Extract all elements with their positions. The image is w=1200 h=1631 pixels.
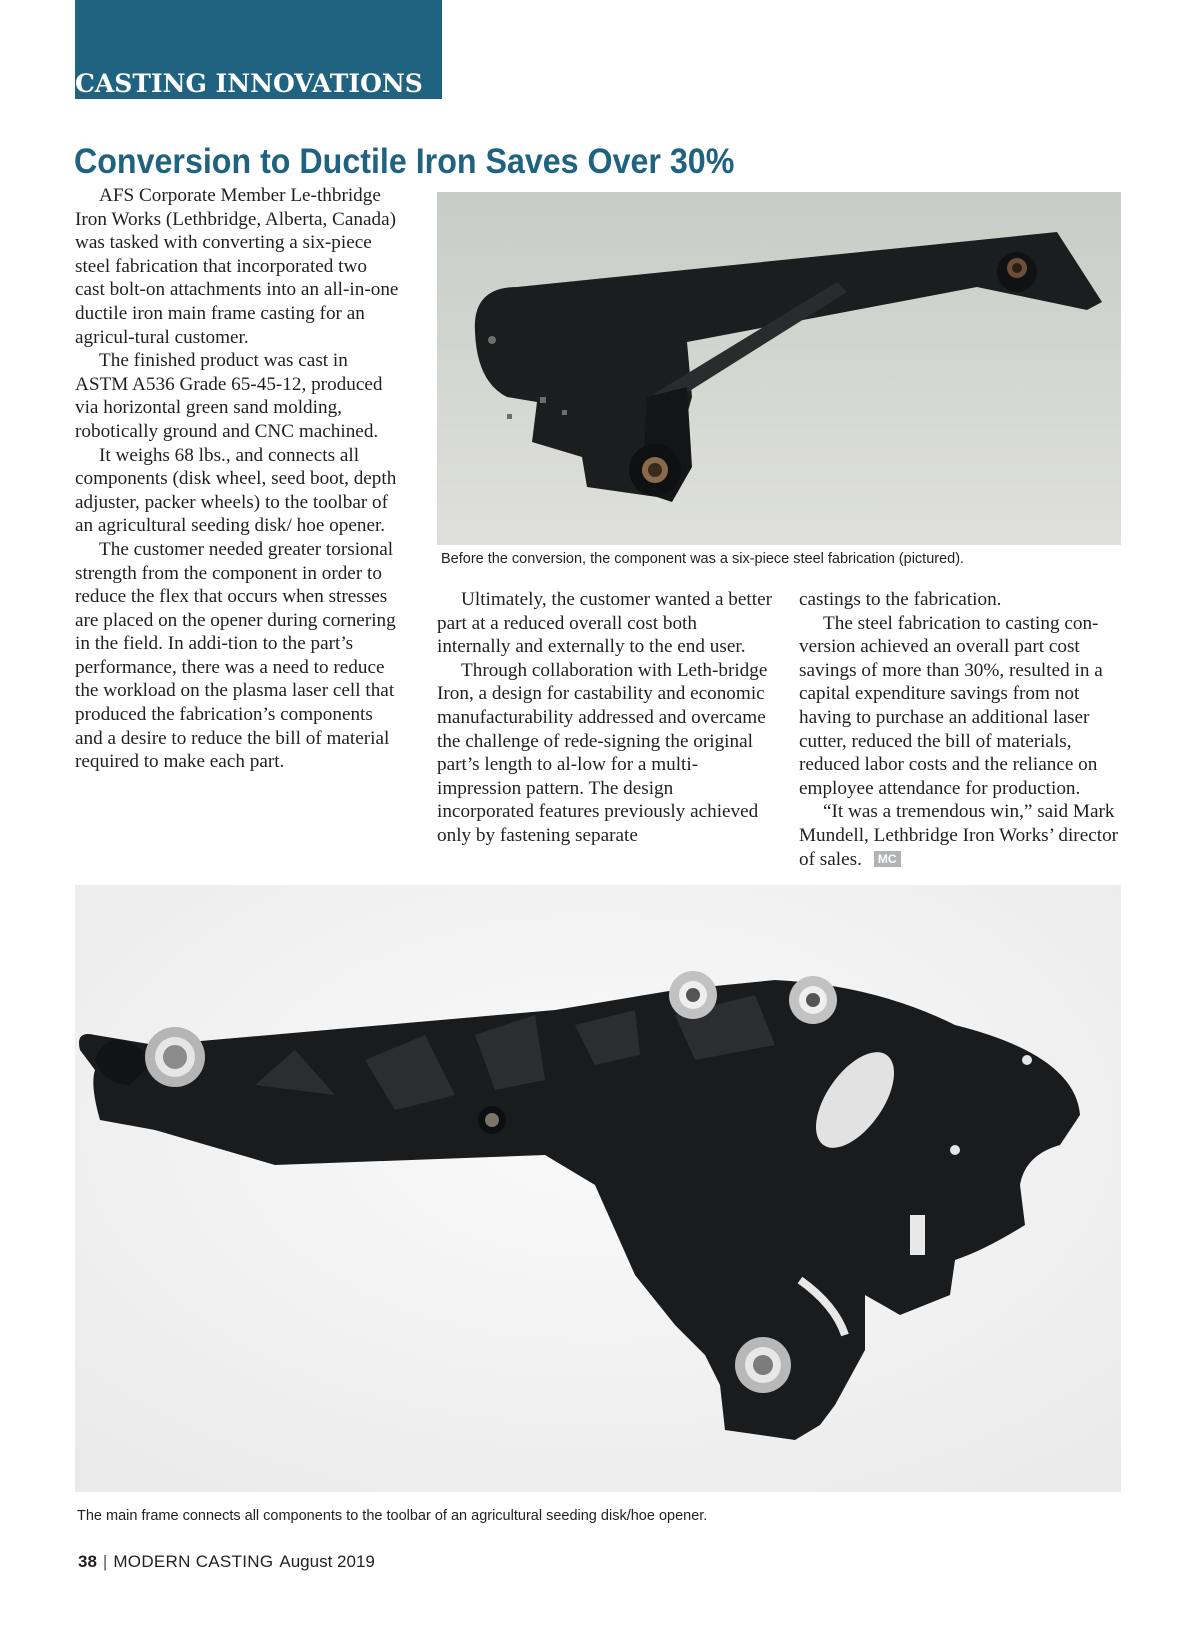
article-column-3 <box>799 588 1129 871</box>
article-column-1 <box>75 184 400 774</box>
paragraph: Through collaboration with Leth-bridge Iron, a design for castability and economic manufacturability addressed and overcame the challenge of rede-signing the original part’s length to al-low for a multi-impression pattern. The design incorporated features previously achieved only by fastening separate <box>437 659 768 846</box>
ductile-iron-casting-illustration <box>75 885 1121 1492</box>
section-banner <box>75 0 442 99</box>
end-of-article-mark: MC <box>874 851 901 867</box>
quote-text: “It was a tremendous win,” said Mark Mundell, Lethbridge Iron Works’ director of sales. <box>799 801 1119 870</box>
paragraph: castings to the fabrication. <box>799 589 1002 610</box>
magazine-name: MODERN CASTING <box>113 1552 274 1571</box>
paragraph: The steel fabrication to casting con-version achieved an overall part cost savings of more than 30%, resulted in a capital expenditure savings from not having to purchase an additional laser cutter, reduced the bill of materials, reduced labor costs and the reliance on employee attendance for production. <box>799 612 1103 799</box>
casting-photo-caption: The main frame connects all components to the toolbar of an agricultural seeding disk/hoe opener. <box>77 1508 708 1524</box>
paragraph: The finished product was cast in ASTM A536 Grade 65-45-12, produced via horizontal green sand molding, robotically ground and CNC machined. <box>75 350 383 442</box>
steel-fabrication-illustration <box>437 192 1121 545</box>
paragraph: AFS Corporate Member Le-thbridge Iron Works (Lethbridge, Alberta, Canada) was tasked with converting a six-piece steel fabrication that incorporated two cast bolt-on attachments into an all-in-one ductile iron main frame casting for an agricul-tural customer. <box>75 185 399 348</box>
paragraph <box>799 800 1129 871</box>
paragraph: Ultimately, the customer wanted a better part at a reduced overall cost both internally and externally to the end user. <box>437 589 772 658</box>
fabrication-photo <box>437 192 1121 545</box>
article-column-2 <box>437 588 772 848</box>
paragraph: It weighs 68 lbs., and connects all components (disk wheel, seed boot, depth adjuster, packer wheels) to the toolbar of an agricultural seeding disk/ hoe opener. <box>75 444 397 537</box>
fabrication-photo-caption: Before the conversion, the component was a six-piece steel fabrication (pictured). <box>441 551 965 567</box>
page-number: 38 <box>78 1552 97 1571</box>
issue-date: August 2019 <box>279 1552 375 1571</box>
paragraph: The customer needed greater torsional strength from the component in order to reduce the flex that occurs when stresses are placed on the opener during cornering in the field. In addi-tion to the part’s performance, there was a need to reduce the workload on the plasma laser cell that produced the fabrication’s components and a desire to reduce the bill of material required to make each part. <box>75 538 396 773</box>
page-footer <box>78 1552 375 1572</box>
casting-photo <box>75 885 1121 1492</box>
article-headline: Conversion to Ductile Iron Saves Over 30% <box>74 142 735 181</box>
footer-separator: | <box>102 1552 108 1571</box>
section-label: CASTING INNOVATIONS <box>75 69 423 98</box>
